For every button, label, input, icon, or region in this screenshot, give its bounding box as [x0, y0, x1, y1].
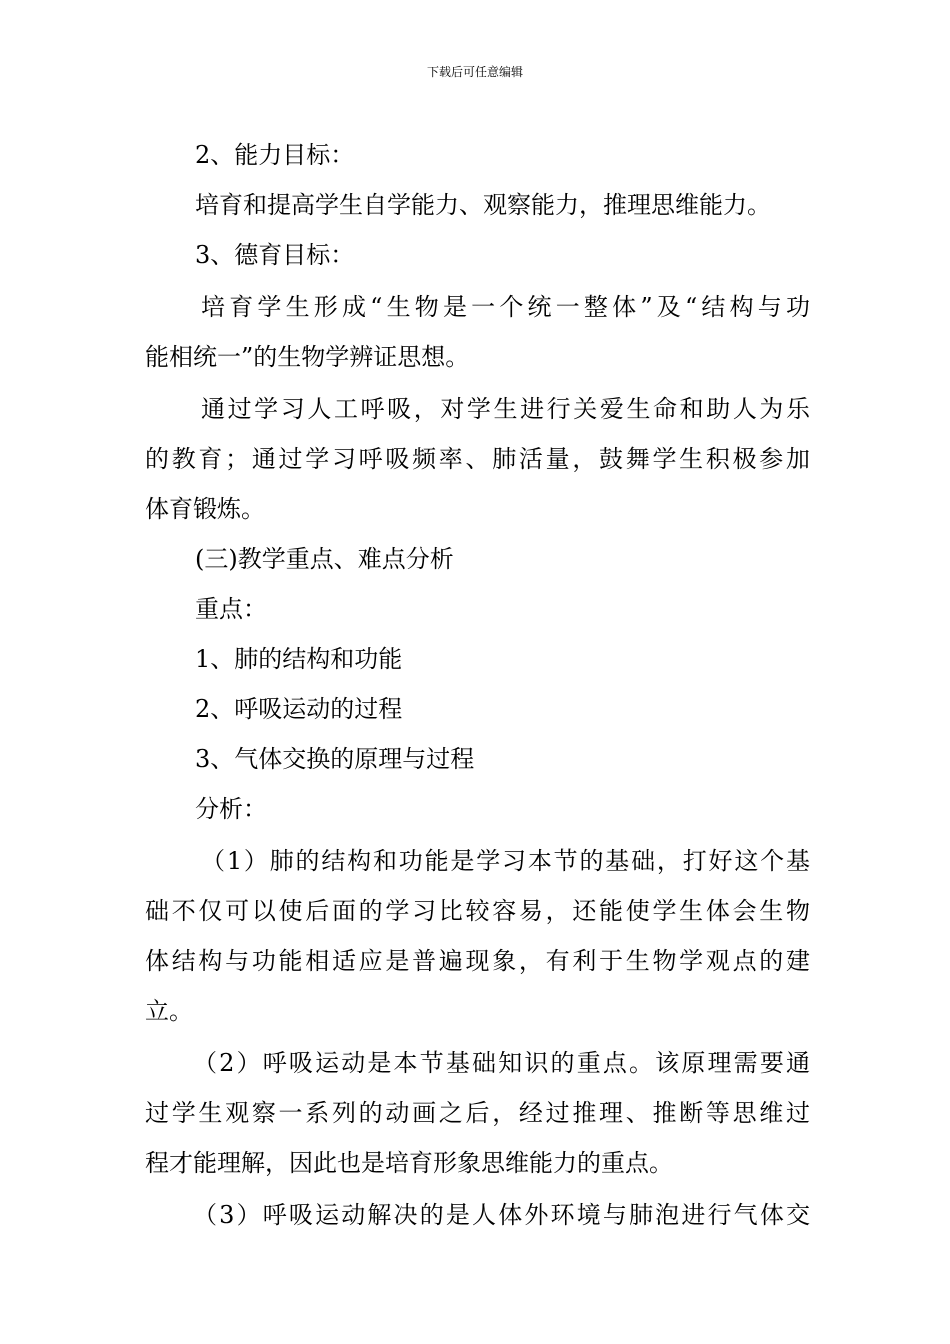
text-line: （3）呼吸运动解决的是人体外环境与肺泡进行气体交 — [193, 1201, 810, 1229]
page-header-note: 下载后可任意编辑 — [426, 65, 523, 79]
text-line: 体育锻炼。 — [145, 495, 265, 523]
list-item: 2、呼吸运动的过程 — [195, 695, 403, 723]
text-line: 础不仅可以使后面的学习比较容易，还能使学生体会生物 — [145, 897, 810, 925]
text-line: 分析： — [195, 795, 267, 823]
text-line: 立。 — [145, 997, 193, 1025]
text-line: 培育和提高学生自学能力、观察能力，推理思维能力。 — [195, 191, 771, 219]
text-line: 能相统一”的生物学辨证思想。 — [145, 343, 470, 371]
text-line: 2、能力目标： — [195, 141, 355, 169]
text-line: 过学生观察一系列的动画之后，经过推理、推断等思维过 — [145, 1099, 810, 1127]
document-body — [145, 130, 810, 1240]
text-line: 的教育；通过学习呼吸频率、肺活量，鼓舞学生积极参加 — [145, 445, 810, 473]
text-line: 体结构与功能相适应是普遍现象，有利于生物学观点的建 — [145, 947, 810, 975]
text-line: 重点： — [195, 595, 267, 623]
section-heading: (三)教学重点、难点分析 — [195, 545, 454, 573]
text-line: 通过学习人工呼吸，对学生进行关爱生命和助人为乐 — [201, 395, 810, 423]
text-line: （1）肺的结构和功能是学习本节的基础，打好这个基 — [201, 847, 810, 875]
list-item: 3、气体交换的原理与过程 — [195, 745, 475, 773]
list-item: 1、肺的结构和功能 — [195, 645, 403, 673]
text-line: 培育学生形成“生物是一个统一整体”及“结构与功 — [201, 293, 810, 321]
text-line: 3、德育目标： — [195, 241, 355, 269]
text-line: 程才能理解，因此也是培育形象思维能力的重点。 — [145, 1149, 673, 1177]
text-line: （2）呼吸运动是本节基础知识的重点。该原理需要通 — [193, 1049, 810, 1077]
